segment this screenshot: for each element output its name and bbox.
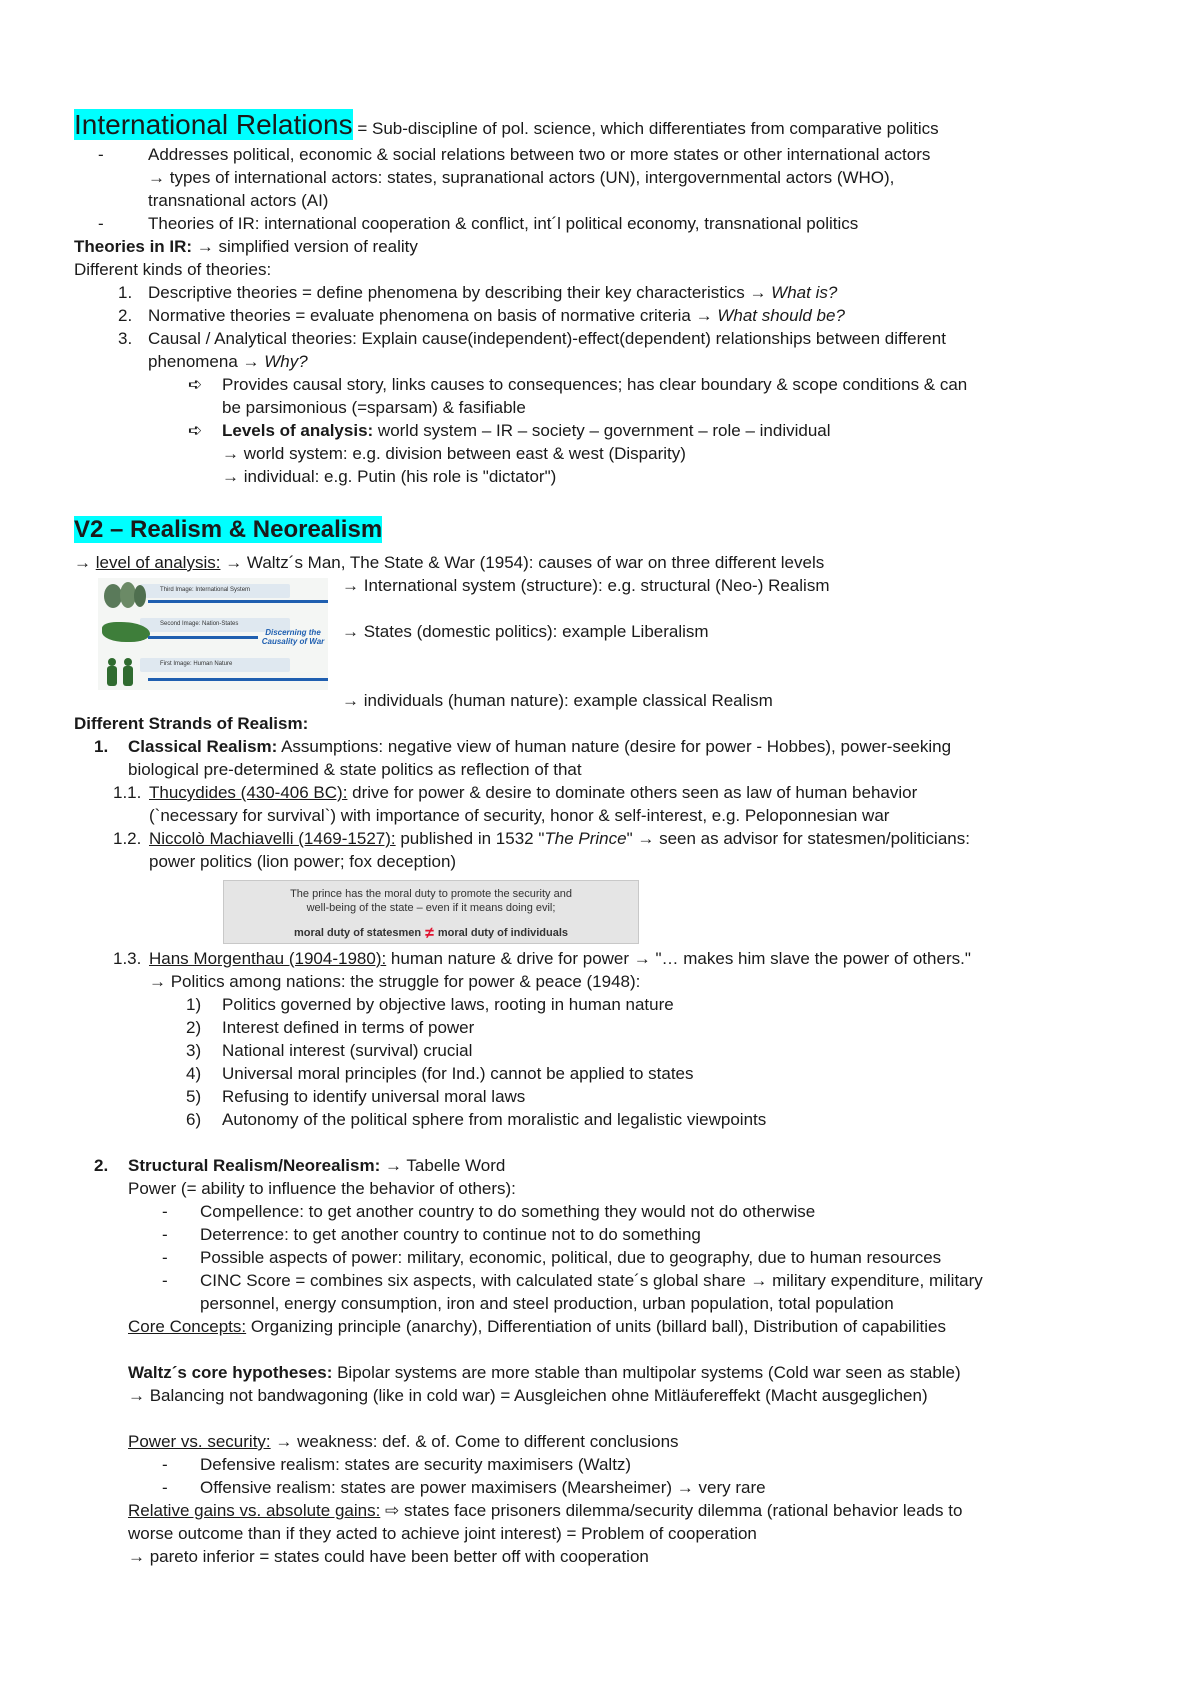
- causal-line: → individual: e.g. Putin (his role is "dictator"): [222, 467, 557, 486]
- thinker-name: Hans Morgenthau (1904-1980):: [149, 949, 387, 968]
- list-number: 1): [186, 995, 202, 1014]
- dash-bullet: -: [162, 1225, 168, 1244]
- levels-label: Levels of analysis:: [222, 421, 374, 440]
- rel-label: Relative gains vs. absolute gains:: [128, 1501, 381, 1520]
- list-number: 1.: [118, 283, 133, 302]
- dash-bullet: -: [162, 1478, 168, 1497]
- thinker-line: [149, 781, 917, 804]
- section-heading: V2 – Realism & Neorealism: [74, 516, 383, 543]
- principle-item: Interest defined in terms of power: [222, 1018, 475, 1037]
- loa-level: → States (domestic politics): example Liberalism: [342, 622, 709, 641]
- list-number: 2): [186, 1018, 202, 1037]
- list-number: 5): [186, 1087, 202, 1106]
- thinker-line: [149, 947, 971, 970]
- loa-level: → individuals (human nature): example classical Realism: [342, 691, 773, 710]
- classical-line: biological pre-determined & state politics as reflection of that: [128, 760, 582, 779]
- kind-item: [148, 281, 837, 304]
- power-item: Deterrence: to get another country to continue not to do something: [200, 1225, 701, 1244]
- figure-label: Second Image: Nation-States: [160, 621, 239, 627]
- causal-line: be parsimonious (=sparsam) & fasifiable: [222, 398, 526, 417]
- kinds-heading: Different kinds of theories:: [74, 260, 272, 279]
- waltz-three-images-figure: [98, 578, 328, 690]
- power-item: CINC Score = combines six aspects, with calculated state´s global share → military expenditure, military: [200, 1271, 983, 1290]
- dash-bullet: -: [98, 214, 104, 233]
- dash-bullet: -: [98, 145, 104, 164]
- book-title: The Prince: [544, 829, 627, 848]
- theories-line: [74, 235, 418, 258]
- figure-arrow: [148, 678, 328, 681]
- theories-definition: → simplified version of reality: [192, 237, 418, 256]
- structural-line: [128, 1154, 505, 1177]
- principle-item: Autonomy of the political sphere from moralistic and legalistic viewpoints: [222, 1110, 767, 1129]
- levels-text: world system – IR – society – government – role – individual: [373, 421, 831, 440]
- waltz-line: [128, 1361, 961, 1384]
- intro-line: Addresses political, economic & social relations between two or more states or other international actors: [148, 145, 931, 164]
- arrow-bullet-icon: ➪: [188, 375, 203, 394]
- thinker-text: human nature & drive for power → "… makes him slave the power of others.": [386, 949, 971, 968]
- figure-caption: Discerning the Causality of War: [261, 628, 325, 646]
- thinker-text: published in 1532 ": [395, 829, 545, 848]
- principle-item: Refusing to identify universal moral laws: [222, 1087, 526, 1106]
- thinker-text: " → seen as advisor for statesmen/politicians:: [626, 829, 970, 848]
- pvs-label: Power vs. security:: [128, 1432, 271, 1451]
- loa-text: → Waltz´s Man, The State & War (1954): causes of war on three different levels: [220, 553, 825, 572]
- list-number: 6): [186, 1110, 202, 1129]
- thinker-line: power politics (lion power; fox deception): [149, 852, 457, 871]
- moral-duty-comparison: [224, 925, 638, 943]
- core-text: Organizing principle (anarchy), Differentiation of units (billard ball), Distribution of capabilities: [246, 1317, 946, 1336]
- classical-text: Assumptions: negative view of human nature (desire for power - Hobbes), power-seeking: [277, 737, 952, 756]
- figure-label: Third Image: International System: [160, 587, 251, 593]
- principle-item: Universal moral principles (for Ind.) cannot be applied to states: [222, 1064, 694, 1083]
- list-number: 3.: [118, 329, 133, 348]
- quote-text: [224, 887, 638, 915]
- classical-line: [128, 735, 951, 758]
- list-number: 3): [186, 1041, 202, 1060]
- causal-line: Provides causal story, links causes to consequences; has clear boundary & scope conditions & can: [222, 375, 968, 394]
- duty-statesmen: moral duty of statesmen: [293, 927, 422, 939]
- waltz-label: Waltz´s core hypotheses:: [128, 1363, 333, 1382]
- loa-level: → International system (structure): e.g. structural (Neo-) Realism: [342, 576, 830, 595]
- figure-label: First Image: Human Nature: [160, 661, 233, 667]
- strands-heading: Different Strands of Realism:: [74, 714, 309, 733]
- machiavelli-quote-figure: [223, 880, 639, 944]
- list-number: 2.: [118, 306, 133, 325]
- relative-gains-line: worse outcome than if they acted to achieve joint interest) = Problem of cooperation: [128, 1524, 757, 1543]
- arrow-bullet-icon: ➪: [188, 421, 203, 440]
- kind-question: What should be?: [717, 306, 845, 325]
- kind-text: phenomena →: [148, 352, 265, 371]
- not-equal-icon: ≠: [425, 925, 434, 942]
- dash-bullet: -: [162, 1455, 168, 1474]
- kind-item: Causal / Analytical theories: Explain cause(independent)-effect(dependent) relationships between different: [148, 329, 946, 348]
- list-number: 1.: [94, 737, 109, 756]
- list-number: 1.2.: [113, 829, 142, 848]
- structural-label: Structural Realism/Neorealism:: [128, 1156, 381, 1175]
- core-label: Core Concepts:: [128, 1317, 247, 1336]
- globe-icon: [104, 582, 146, 610]
- page-title: International Relations: [74, 109, 353, 140]
- power-line: Power (= ability to influence the behavior of others):: [128, 1179, 516, 1198]
- principle-item: National interest (survival) crucial: [222, 1041, 473, 1060]
- power-item: Compellence: to get another country to do something they would not do otherwise: [200, 1202, 816, 1221]
- kind-item: [148, 304, 845, 327]
- power-item: Possible aspects of power: military, economic, political, due to geography, due to human resources: [200, 1248, 942, 1267]
- pvs-text: → weakness: def. & of. Come to different conclusions: [270, 1432, 679, 1451]
- power-security-line: [128, 1430, 679, 1453]
- thinker-line: → Politics among nations: the struggle for power & peace (1948):: [149, 972, 641, 991]
- thinker-line: [149, 827, 970, 850]
- principle-item: Politics governed by objective laws, rooting in human nature: [222, 995, 674, 1014]
- dash-bullet: -: [162, 1248, 168, 1267]
- classical-label: Classical Realism:: [128, 737, 278, 756]
- structural-text: → Tabelle Word: [380, 1156, 506, 1175]
- list-number: 1.3.: [113, 949, 142, 968]
- people-icon: [108, 658, 142, 688]
- dash-bullet: -: [162, 1271, 168, 1290]
- theories-label: Theories in IR:: [74, 237, 193, 256]
- causal-line: [222, 419, 831, 442]
- power-item: personnel, energy consumption, iron and steel production, urban population, total population: [200, 1294, 894, 1313]
- list-number: 4): [186, 1064, 202, 1083]
- quote-line: The prince has the moral duty to promote the security and: [290, 888, 572, 900]
- waltz-text: Bipolar systems are more stable than multipolar systems (Cold war seen as stable): [332, 1363, 961, 1382]
- kind-text: Normative theories = evaluate phenomena on basis of normative criteria →: [148, 306, 718, 325]
- kind-text: Descriptive theories = define phenomena by describing their key characteristics →: [148, 283, 772, 302]
- realism-item: Defensive realism: states are security maximisers (Waltz): [200, 1455, 632, 1474]
- rel-text: ⇨ states face prisoners dilemma/security dilemma (rational behavior leads to: [380, 1501, 963, 1520]
- thinker-name: Niccolò Machiavelli (1469-1527):: [149, 829, 396, 848]
- relative-gains-line: [128, 1499, 962, 1522]
- section-heading-line: [74, 515, 382, 547]
- intro-line: transnational actors (AI): [148, 191, 329, 210]
- title-definition: = Sub-discipline of pol. science, which differentiates from comparative politics: [352, 119, 939, 138]
- realism-item: Offensive realism: states are power maximisers (Mearsheimer) → very rare: [200, 1478, 766, 1497]
- dash-bullet: -: [162, 1202, 168, 1221]
- quote-line: well-being of the state – even if it means doing evil;: [306, 902, 556, 914]
- kind-question: What is?: [771, 283, 838, 302]
- causal-line: → world system: e.g. division between east & west (Disparity): [222, 444, 686, 463]
- kind-item-cont: [148, 350, 308, 373]
- title-line: [74, 108, 939, 142]
- list-number: 2.: [94, 1156, 109, 1175]
- thinker-name: Thucydides (430-406 BC):: [149, 783, 348, 802]
- thinker-line: (`necessary for survival`) with importance of security, honor & self-interest, e.g. Peloponnesian war: [149, 806, 890, 825]
- intro-line: → types of international actors: states, supranational actors (UN), intergovernmental actors (WHO),: [148, 168, 895, 187]
- duty-individuals: moral duty of individuals: [437, 927, 569, 939]
- intro-line: Theories of IR: international cooperation & conflict, int´l political economy, transnational politics: [148, 214, 859, 233]
- list-number: 1.1.: [113, 783, 142, 802]
- balancing-line: → Balancing not bandwagoning (like in cold war) = Ausgleichen ohne Mitläufereffekt (Macht ausgeglichen): [128, 1386, 928, 1405]
- figure-arrow: [148, 636, 258, 639]
- loa-line: [74, 551, 824, 574]
- core-concepts-line: [128, 1315, 946, 1338]
- loa-label: level of analysis:: [95, 553, 221, 572]
- loa-arrow: →: [74, 553, 96, 572]
- kind-question: Why?: [264, 352, 308, 371]
- thinker-text: drive for power & desire to dominate others seen as law of human behavior: [347, 783, 918, 802]
- figure-arrow: [148, 600, 328, 603]
- pareto-line: → pareto inferior = states could have been better off with cooperation: [128, 1547, 649, 1566]
